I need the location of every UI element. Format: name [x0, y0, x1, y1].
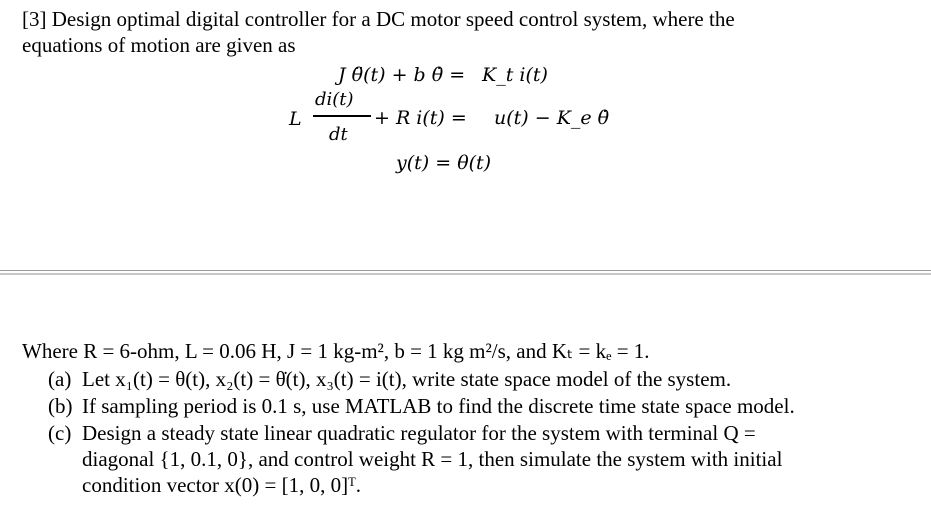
item-a-text: Let x₁(t) = θ(t), x₂(t) = θ̇(t), x₃(t) = i(t), write state space model of the system. [82, 367, 732, 391]
section-divider-thin [0, 270, 931, 271]
equation-2-middle: + R i(t) = [374, 107, 467, 129]
item-c-text-line2: diagonal {1, 0.1, 0}, and control weight R = 1, then simulate the system with initial [82, 447, 783, 471]
section-divider-thick [0, 273, 931, 275]
item-b-text: If sampling period is 0.1 s, use MATLAB to find the discrete time state space model. [82, 394, 795, 418]
equation-1-rhs: K_t i(t) [482, 64, 548, 86]
item-a-label: (a) [48, 367, 72, 391]
equation-2-denominator: dt [329, 124, 348, 145]
equation-2-fraction-bar [313, 115, 371, 117]
parameters-text: Where R = 6-ohm, L = 0.06 H, J = 1 kg-m², b = 1 kg m²/s, and Kₜ = kₑ = 1. [22, 339, 650, 363]
item-c-text-line1: Design a steady state linear quadratic regulator for the system with terminal Q = [82, 421, 756, 445]
item-c-text-line3: condition vector x(0) = [1, 0, 0]ᵀ. [82, 473, 361, 497]
item-b-label: (b) [48, 394, 73, 418]
equation-2-numerator: di(t) [315, 89, 354, 110]
equation-3: y(t) = θ(t) [396, 152, 492, 174]
equation-2-L: L [289, 108, 302, 130]
problem-heading-line1: [3] Design optimal digital controller for a DC motor speed control system, where the [22, 7, 735, 31]
equation-2-rhs: u(t) − K_e θ̇ [494, 107, 610, 129]
item-c-label: (c) [48, 421, 72, 445]
equation-1-lhs: J θ̈(t) + b θ̇ = [338, 64, 466, 86]
problem-heading-line2: equations of motion are given as [22, 33, 296, 57]
